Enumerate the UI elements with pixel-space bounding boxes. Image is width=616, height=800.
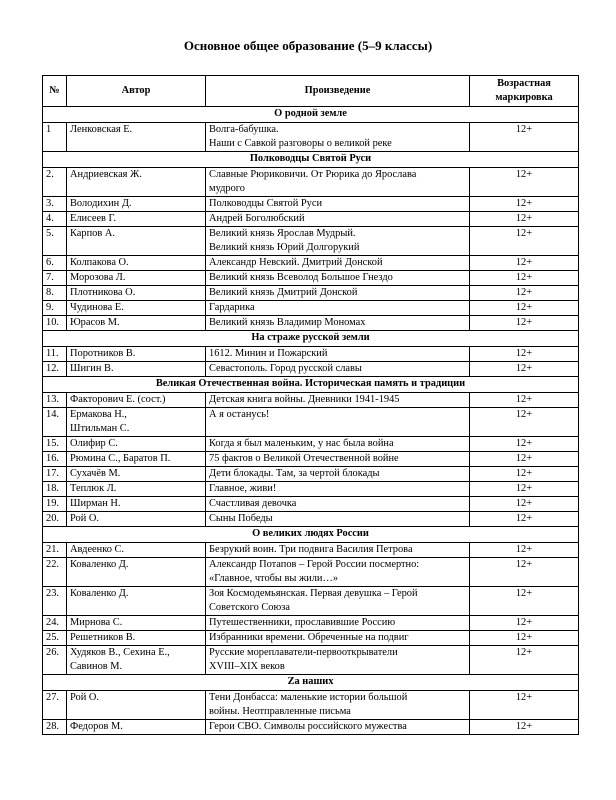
- cell-num: 5.: [43, 227, 67, 256]
- cell-author: [67, 347, 206, 362]
- work-line: 75 фактов о Великой Отечественной войне: [209, 453, 399, 464]
- work-line: Великий князь Юрий Долгорукий: [209, 242, 360, 253]
- cell-work: [206, 408, 470, 437]
- author-line: Рой О.: [70, 692, 99, 703]
- work-line: 1612. Минин и Пожарский: [209, 348, 328, 359]
- author-line: Елисеев Г.: [70, 213, 116, 224]
- author-line: Рюмина С., Баратов П.: [70, 453, 171, 464]
- author-line: Карпов А.: [70, 228, 115, 239]
- cell-work: [206, 691, 470, 720]
- table-row: [43, 482, 579, 497]
- work-line: Великий князь Ярослав Мудрый.: [209, 228, 356, 239]
- cell-work: [206, 467, 470, 482]
- cell-author: [67, 316, 206, 331]
- cell-num: 3.: [43, 197, 67, 212]
- cell-num: 10.: [43, 316, 67, 331]
- cell-work: [206, 256, 470, 271]
- cell-age-rating: 12+: [470, 123, 579, 152]
- work-line: Когда я был маленьким, у нас была война: [209, 438, 394, 449]
- author-line: Юрасов М.: [70, 317, 120, 328]
- section-title: Za наших: [43, 675, 579, 691]
- cell-age-rating: 12+: [470, 631, 579, 646]
- work-line: Сыны Победы: [209, 513, 273, 524]
- cell-num: 12.: [43, 362, 67, 377]
- cell-author: [67, 286, 206, 301]
- cell-age-rating: 12+: [470, 497, 579, 512]
- author-line: Чудинова Е.: [70, 302, 124, 313]
- cell-author: [67, 646, 206, 675]
- work-line: Зоя Космодемьянская. Первая девушка – Герой: [209, 588, 418, 599]
- section-title: На страже русской земли: [43, 331, 579, 347]
- cell-age-rating: 12+: [470, 691, 579, 720]
- work-line: Севастополь. Город русской славы: [209, 363, 362, 374]
- work-line: Детская книга войны. Дневники 1941-1945: [209, 394, 400, 405]
- table-row: [43, 616, 579, 631]
- author-line: Ленковская Е.: [70, 124, 133, 135]
- work-line: Тени Донбасса: маленькие истории большой: [209, 692, 408, 703]
- author-line: Ширман Н.: [70, 498, 121, 509]
- table-row: [43, 168, 579, 197]
- cell-age-rating: 12+: [470, 168, 579, 197]
- cell-age-rating: 12+: [470, 271, 579, 286]
- cell-num: 14.: [43, 408, 67, 437]
- table-row: [43, 646, 579, 675]
- cell-num: 11.: [43, 347, 67, 362]
- cell-work: [206, 646, 470, 675]
- cell-num: 16.: [43, 452, 67, 467]
- cell-work: [206, 301, 470, 316]
- author-line: Рой О.: [70, 513, 99, 524]
- cell-age-rating: 12+: [470, 212, 579, 227]
- table-row: [43, 123, 579, 152]
- author-line: Решетников В.: [70, 632, 136, 643]
- cell-age-rating: 12+: [470, 227, 579, 256]
- work-line: XVIII–XIX веков: [209, 661, 285, 672]
- section-title: Великая Отечественная война. Историческая память и традиции: [43, 377, 579, 393]
- section-row: [43, 107, 579, 123]
- cell-work: [206, 227, 470, 256]
- cell-author: [67, 587, 206, 616]
- work-line: Полководцы Святой Руси: [209, 198, 323, 209]
- cell-age-rating: 12+: [470, 316, 579, 331]
- cell-author: [67, 271, 206, 286]
- header-age-line1: Возрастная: [497, 78, 551, 89]
- work-line: Безрукий воин. Три подвига Василия Петрова: [209, 544, 413, 555]
- section-row: [43, 331, 579, 347]
- header-age-line2: маркировка: [495, 92, 553, 103]
- cell-author: [67, 256, 206, 271]
- header-num: №: [43, 76, 67, 107]
- cell-work: [206, 558, 470, 587]
- cell-author: [67, 123, 206, 152]
- section-row: [43, 675, 579, 691]
- cell-num: 13.: [43, 393, 67, 408]
- table-row: [43, 212, 579, 227]
- cell-num: 18.: [43, 482, 67, 497]
- author-line: Федоров М.: [70, 721, 123, 732]
- work-line: Советского Союза: [209, 602, 290, 613]
- table-row: [43, 587, 579, 616]
- work-line: Гардарика: [209, 302, 255, 313]
- work-line: Наши с Савкой разговоры о великой реке: [209, 138, 392, 149]
- table-row: [43, 347, 579, 362]
- page-title: Основное общее образование (5–9 классы): [183, 38, 433, 53]
- cell-age-rating: 12+: [470, 286, 579, 301]
- cell-num: 15.: [43, 437, 67, 452]
- table-row: [43, 437, 579, 452]
- work-line: Александр Невский. Дмитрий Донской: [209, 257, 383, 268]
- cell-age-rating: 12+: [470, 558, 579, 587]
- work-line: А я останусь!: [209, 409, 270, 420]
- cell-num: 9.: [43, 301, 67, 316]
- cell-num: 28.: [43, 720, 67, 735]
- section-title: О великих людях России: [43, 527, 579, 543]
- author-line: Плотникова О.: [70, 287, 136, 298]
- cell-num: 6.: [43, 256, 67, 271]
- cell-age-rating: 12+: [470, 720, 579, 735]
- author-line: Морозова Л.: [70, 272, 126, 283]
- author-line: Андриевская Ж.: [70, 169, 142, 180]
- cell-age-rating: 12+: [470, 616, 579, 631]
- work-line: «Главное, чтобы вы жили…»: [209, 573, 339, 584]
- header-work: Произведение: [206, 76, 470, 107]
- cell-work: [206, 286, 470, 301]
- cell-work: [206, 452, 470, 467]
- section-row: [43, 377, 579, 393]
- author-line: Теплюк Л.: [70, 483, 117, 494]
- work-line: Великий князь Владимир Мономах: [209, 317, 366, 328]
- cell-author: [67, 497, 206, 512]
- author-line: Ермакова Н.,: [70, 409, 127, 420]
- cell-author: [67, 168, 206, 197]
- table-row: [43, 467, 579, 482]
- cell-age-rating: 12+: [470, 393, 579, 408]
- cell-age-rating: 12+: [470, 512, 579, 527]
- cell-author: [67, 691, 206, 720]
- work-line: Великий князь Дмитрий Донской: [209, 287, 358, 298]
- header-author: Автор: [67, 76, 206, 107]
- cell-num: 17.: [43, 467, 67, 482]
- cell-author: [67, 616, 206, 631]
- cell-work: [206, 437, 470, 452]
- table-row: [43, 497, 579, 512]
- cell-author: [67, 197, 206, 212]
- author-line: Коваленко Д.: [70, 559, 129, 570]
- table-header-row: [43, 76, 579, 107]
- cell-age-rating: 12+: [470, 543, 579, 558]
- table-row: [43, 558, 579, 587]
- table-row: [43, 452, 579, 467]
- cell-author: [67, 512, 206, 527]
- work-line: Андрей Боголюбский: [209, 213, 305, 224]
- cell-author: [67, 467, 206, 482]
- table-row: [43, 286, 579, 301]
- cell-age-rating: 12+: [470, 437, 579, 452]
- cell-age-rating: 12+: [470, 362, 579, 377]
- cell-age-rating: 12+: [470, 408, 579, 437]
- cell-work: [206, 631, 470, 646]
- table-row: [43, 362, 579, 377]
- cell-author: [67, 408, 206, 437]
- cell-age-rating: 12+: [470, 482, 579, 497]
- table-row: [43, 227, 579, 256]
- cell-author: [67, 301, 206, 316]
- cell-author: [67, 543, 206, 558]
- table-row: [43, 512, 579, 527]
- cell-author: [67, 393, 206, 408]
- cell-work: [206, 497, 470, 512]
- author-line: Сухачёв М.: [70, 468, 121, 479]
- work-line: Главное, живи!: [209, 483, 277, 494]
- cell-author: [67, 227, 206, 256]
- cell-author: [67, 720, 206, 735]
- cell-work: [206, 271, 470, 286]
- table-row: [43, 691, 579, 720]
- cell-age-rating: 12+: [470, 587, 579, 616]
- cell-age-rating: 12+: [470, 347, 579, 362]
- cell-author: [67, 482, 206, 497]
- cell-num: 7.: [43, 271, 67, 286]
- table-row: [43, 301, 579, 316]
- cell-work: [206, 212, 470, 227]
- author-line: Володихин Д.: [70, 198, 132, 209]
- cell-work: [206, 616, 470, 631]
- author-line: Савинов М.: [70, 661, 123, 672]
- table-row: [43, 393, 579, 408]
- cell-num: 25.: [43, 631, 67, 646]
- cell-work: [206, 168, 470, 197]
- author-line: Мирнова С.: [70, 617, 123, 628]
- author-line: Авдеенко С.: [70, 544, 125, 555]
- author-line: Поротников В.: [70, 348, 136, 359]
- cell-num: 21.: [43, 543, 67, 558]
- author-line: Колпакова О.: [70, 257, 129, 268]
- table-row: [43, 271, 579, 286]
- cell-work: [206, 316, 470, 331]
- author-line: Худяков В., Сехина Е.,: [70, 647, 170, 658]
- table-row: [43, 631, 579, 646]
- header-age-rating: [470, 76, 579, 107]
- work-line: Славные Рюриковичи. От Рюрика до Ярослава: [209, 169, 417, 180]
- section-title: О родной земле: [43, 107, 579, 123]
- work-line: Великий князь Всеволод Большое Гнездо: [209, 272, 393, 283]
- cell-num: 2.: [43, 168, 67, 197]
- cell-num: 1: [43, 123, 67, 152]
- work-line: мудрого: [209, 183, 245, 194]
- cell-age-rating: 12+: [470, 452, 579, 467]
- cell-num: 4.: [43, 212, 67, 227]
- work-line: Александр Потапов – Герой России посмертно:: [209, 559, 420, 570]
- author-line: Факторович Е. (сост.): [70, 394, 166, 405]
- cell-num: 23.: [43, 587, 67, 616]
- cell-num: 20.: [43, 512, 67, 527]
- cell-work: [206, 512, 470, 527]
- work-line: Дети блокады. Там, за чертой блокады: [209, 468, 380, 479]
- cell-age-rating: 12+: [470, 467, 579, 482]
- cell-num: 24.: [43, 616, 67, 631]
- literature-table: [42, 75, 579, 735]
- cell-work: [206, 347, 470, 362]
- cell-work: [206, 197, 470, 212]
- cell-age-rating: 12+: [470, 197, 579, 212]
- author-line: Штильман С.: [70, 423, 130, 434]
- work-line: Русские мореплаватели-первооткрыватели: [209, 647, 398, 658]
- section-row: [43, 152, 579, 168]
- cell-work: [206, 720, 470, 735]
- cell-age-rating: 12+: [470, 301, 579, 316]
- cell-num: 8.: [43, 286, 67, 301]
- table-row: [43, 543, 579, 558]
- work-line: Путешественники, прославившие Россию: [209, 617, 396, 628]
- section-title: Полководцы Святой Руси: [43, 152, 579, 168]
- cell-work: [206, 543, 470, 558]
- work-line: Счастливая девочка: [209, 498, 297, 509]
- table-body: [43, 107, 579, 735]
- author-line: Коваленко Д.: [70, 588, 129, 599]
- cell-age-rating: 12+: [470, 646, 579, 675]
- cell-work: [206, 362, 470, 377]
- cell-author: [67, 631, 206, 646]
- table-row: [43, 408, 579, 437]
- cell-work: [206, 482, 470, 497]
- author-line: Шигин В.: [70, 363, 114, 374]
- cell-num: 26.: [43, 646, 67, 675]
- table-row: [43, 316, 579, 331]
- cell-work: [206, 393, 470, 408]
- cell-author: [67, 452, 206, 467]
- cell-author: [67, 558, 206, 587]
- work-line: Герои СВО. Символы российского мужества: [209, 721, 407, 732]
- cell-author: [67, 212, 206, 227]
- work-line: войны. Неотправленные письма: [209, 706, 351, 717]
- table-row: [43, 256, 579, 271]
- cell-age-rating: 12+: [470, 256, 579, 271]
- work-line: Волга-бабушка.: [209, 124, 279, 135]
- section-row: [43, 527, 579, 543]
- cell-num: 27.: [43, 691, 67, 720]
- cell-author: [67, 437, 206, 452]
- table-row: [43, 197, 579, 212]
- cell-work: [206, 123, 470, 152]
- cell-work: [206, 587, 470, 616]
- table-row: [43, 720, 579, 735]
- author-line: Олифир С.: [70, 438, 118, 449]
- cell-author: [67, 362, 206, 377]
- cell-num: 22.: [43, 558, 67, 587]
- work-line: Избранники времени. Обреченные на подвиг: [209, 632, 409, 643]
- cell-num: 19.: [43, 497, 67, 512]
